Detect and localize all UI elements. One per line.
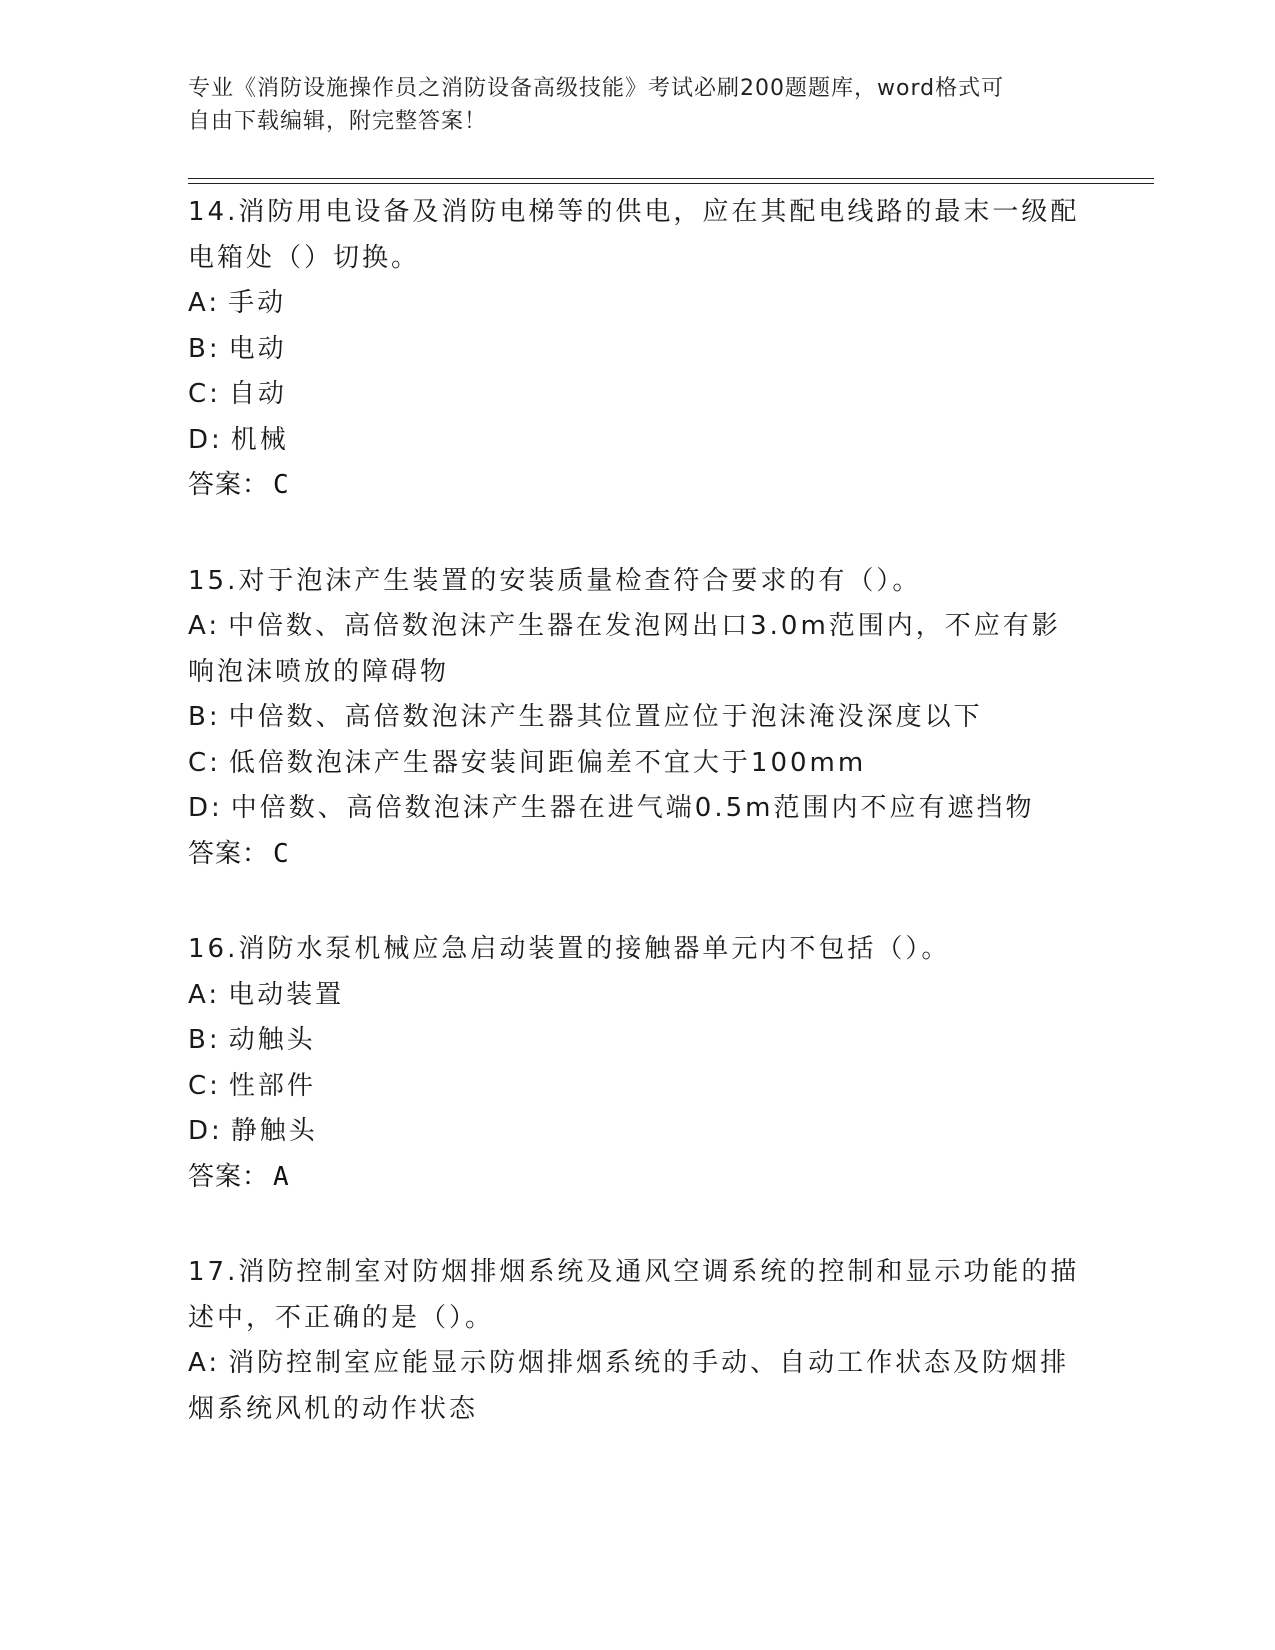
option-text: 电动 (228, 333, 287, 364)
question-stem-line: 17.消防控制室对防烟排烟系统及通风空调系统的控制和显示功能的描 (188, 1257, 1080, 1287)
option-line (188, 1018, 1088, 1064)
option-line (188, 786, 1088, 832)
option-text: 电动装置 (228, 979, 345, 1010)
option-letter: C: (188, 1070, 221, 1101)
option-letter: A: (188, 1348, 221, 1378)
option-letter: D: (188, 424, 223, 455)
answer-line (188, 463, 1088, 509)
option-line (188, 604, 1088, 650)
answer-label: 答案： (188, 1161, 270, 1192)
answer-label: 答案： (188, 470, 270, 500)
option-text: 烟系统风机的动作状态 (188, 1393, 479, 1424)
option-text: 动触头 (228, 1025, 316, 1055)
answer-line (188, 1155, 1088, 1201)
question-stem-line: 电箱处（）切换。 (188, 242, 421, 273)
option-text: 中倍数、高倍数泡沫产生器其位置应位于泡沫淹没深度以下 (228, 702, 983, 732)
option-text: 中倍数、高倍数泡沫产生器在进气端0.5m范围内不应有遮挡物 (230, 793, 1035, 823)
option-letter: B: (188, 702, 221, 732)
option-text: 消防控制室应能显示防烟排烟系统的手动、自动工作状态及防烟排 (228, 1348, 1070, 1378)
option-line (188, 281, 1088, 327)
option-letter: C: (188, 379, 221, 409)
document-header (188, 72, 1088, 138)
option-text: 响泡沫喷放的障碍物 (188, 656, 450, 687)
answer-value: C (273, 838, 290, 869)
option-letter: B: (188, 333, 221, 364)
header-divider-top (188, 178, 1154, 179)
header-line-2: 自由下载编辑，附完整答案！ (188, 109, 488, 134)
option-text: 低倍数泡沫产生器安装间距偏差不宜大于100mm (228, 747, 867, 778)
option-line (188, 1341, 1088, 1387)
option-text: 中倍数、高倍数泡沫产生器在发泡网出口3.0m范围内，不应有影 (228, 611, 1061, 641)
header-line-1: 专业《消防设施操作员之消防设备高级技能》考试必刷200题题库，word格式可 (188, 76, 1005, 101)
option-line (188, 695, 1088, 741)
header-divider-bottom (188, 183, 1154, 184)
option-line (188, 372, 1088, 418)
option-text: 手动 (228, 288, 287, 318)
option-line (188, 650, 1088, 696)
option-letter: D: (188, 1116, 223, 1146)
question-stem-line: 14.消防用电设备及消防电梯等的供电，应在其配电线路的最末一级配 (188, 197, 1080, 227)
question-block (188, 1250, 1088, 1432)
option-letter: A: (188, 979, 221, 1010)
option-text: 静触头 (230, 1116, 318, 1146)
question-list (188, 190, 1088, 1482)
option-letter: C: (188, 747, 221, 778)
question-stem-line: 16.消防水泵机械应急启动装置的接触器单元内不包括（）。 (188, 934, 951, 964)
answer-label: 答案： (188, 838, 270, 869)
option-text: 性部件 (228, 1070, 316, 1101)
option-text: 自动 (228, 379, 287, 409)
option-text: 机械 (230, 424, 289, 455)
option-line (188, 1109, 1088, 1155)
option-line (188, 741, 1088, 787)
question-stem-line: 述中，不正确的是（）。 (188, 1302, 495, 1333)
option-letter: A: (188, 611, 221, 641)
option-line (188, 327, 1088, 373)
option-letter: B: (188, 1025, 221, 1055)
question-block (188, 927, 1088, 1200)
answer-line (188, 832, 1088, 878)
question-block (188, 190, 1088, 509)
question-stem-line: 15.对于泡沫产生装置的安装质量检查符合要求的有（）。 (188, 565, 922, 596)
question-block (188, 559, 1088, 878)
option-letter: D: (188, 793, 223, 823)
answer-value: C (273, 470, 290, 500)
option-letter: A: (188, 288, 221, 318)
option-line (188, 973, 1088, 1019)
option-line (188, 1064, 1088, 1110)
option-line (188, 418, 1088, 464)
answer-value: A (273, 1161, 290, 1192)
option-line (188, 1387, 1088, 1433)
